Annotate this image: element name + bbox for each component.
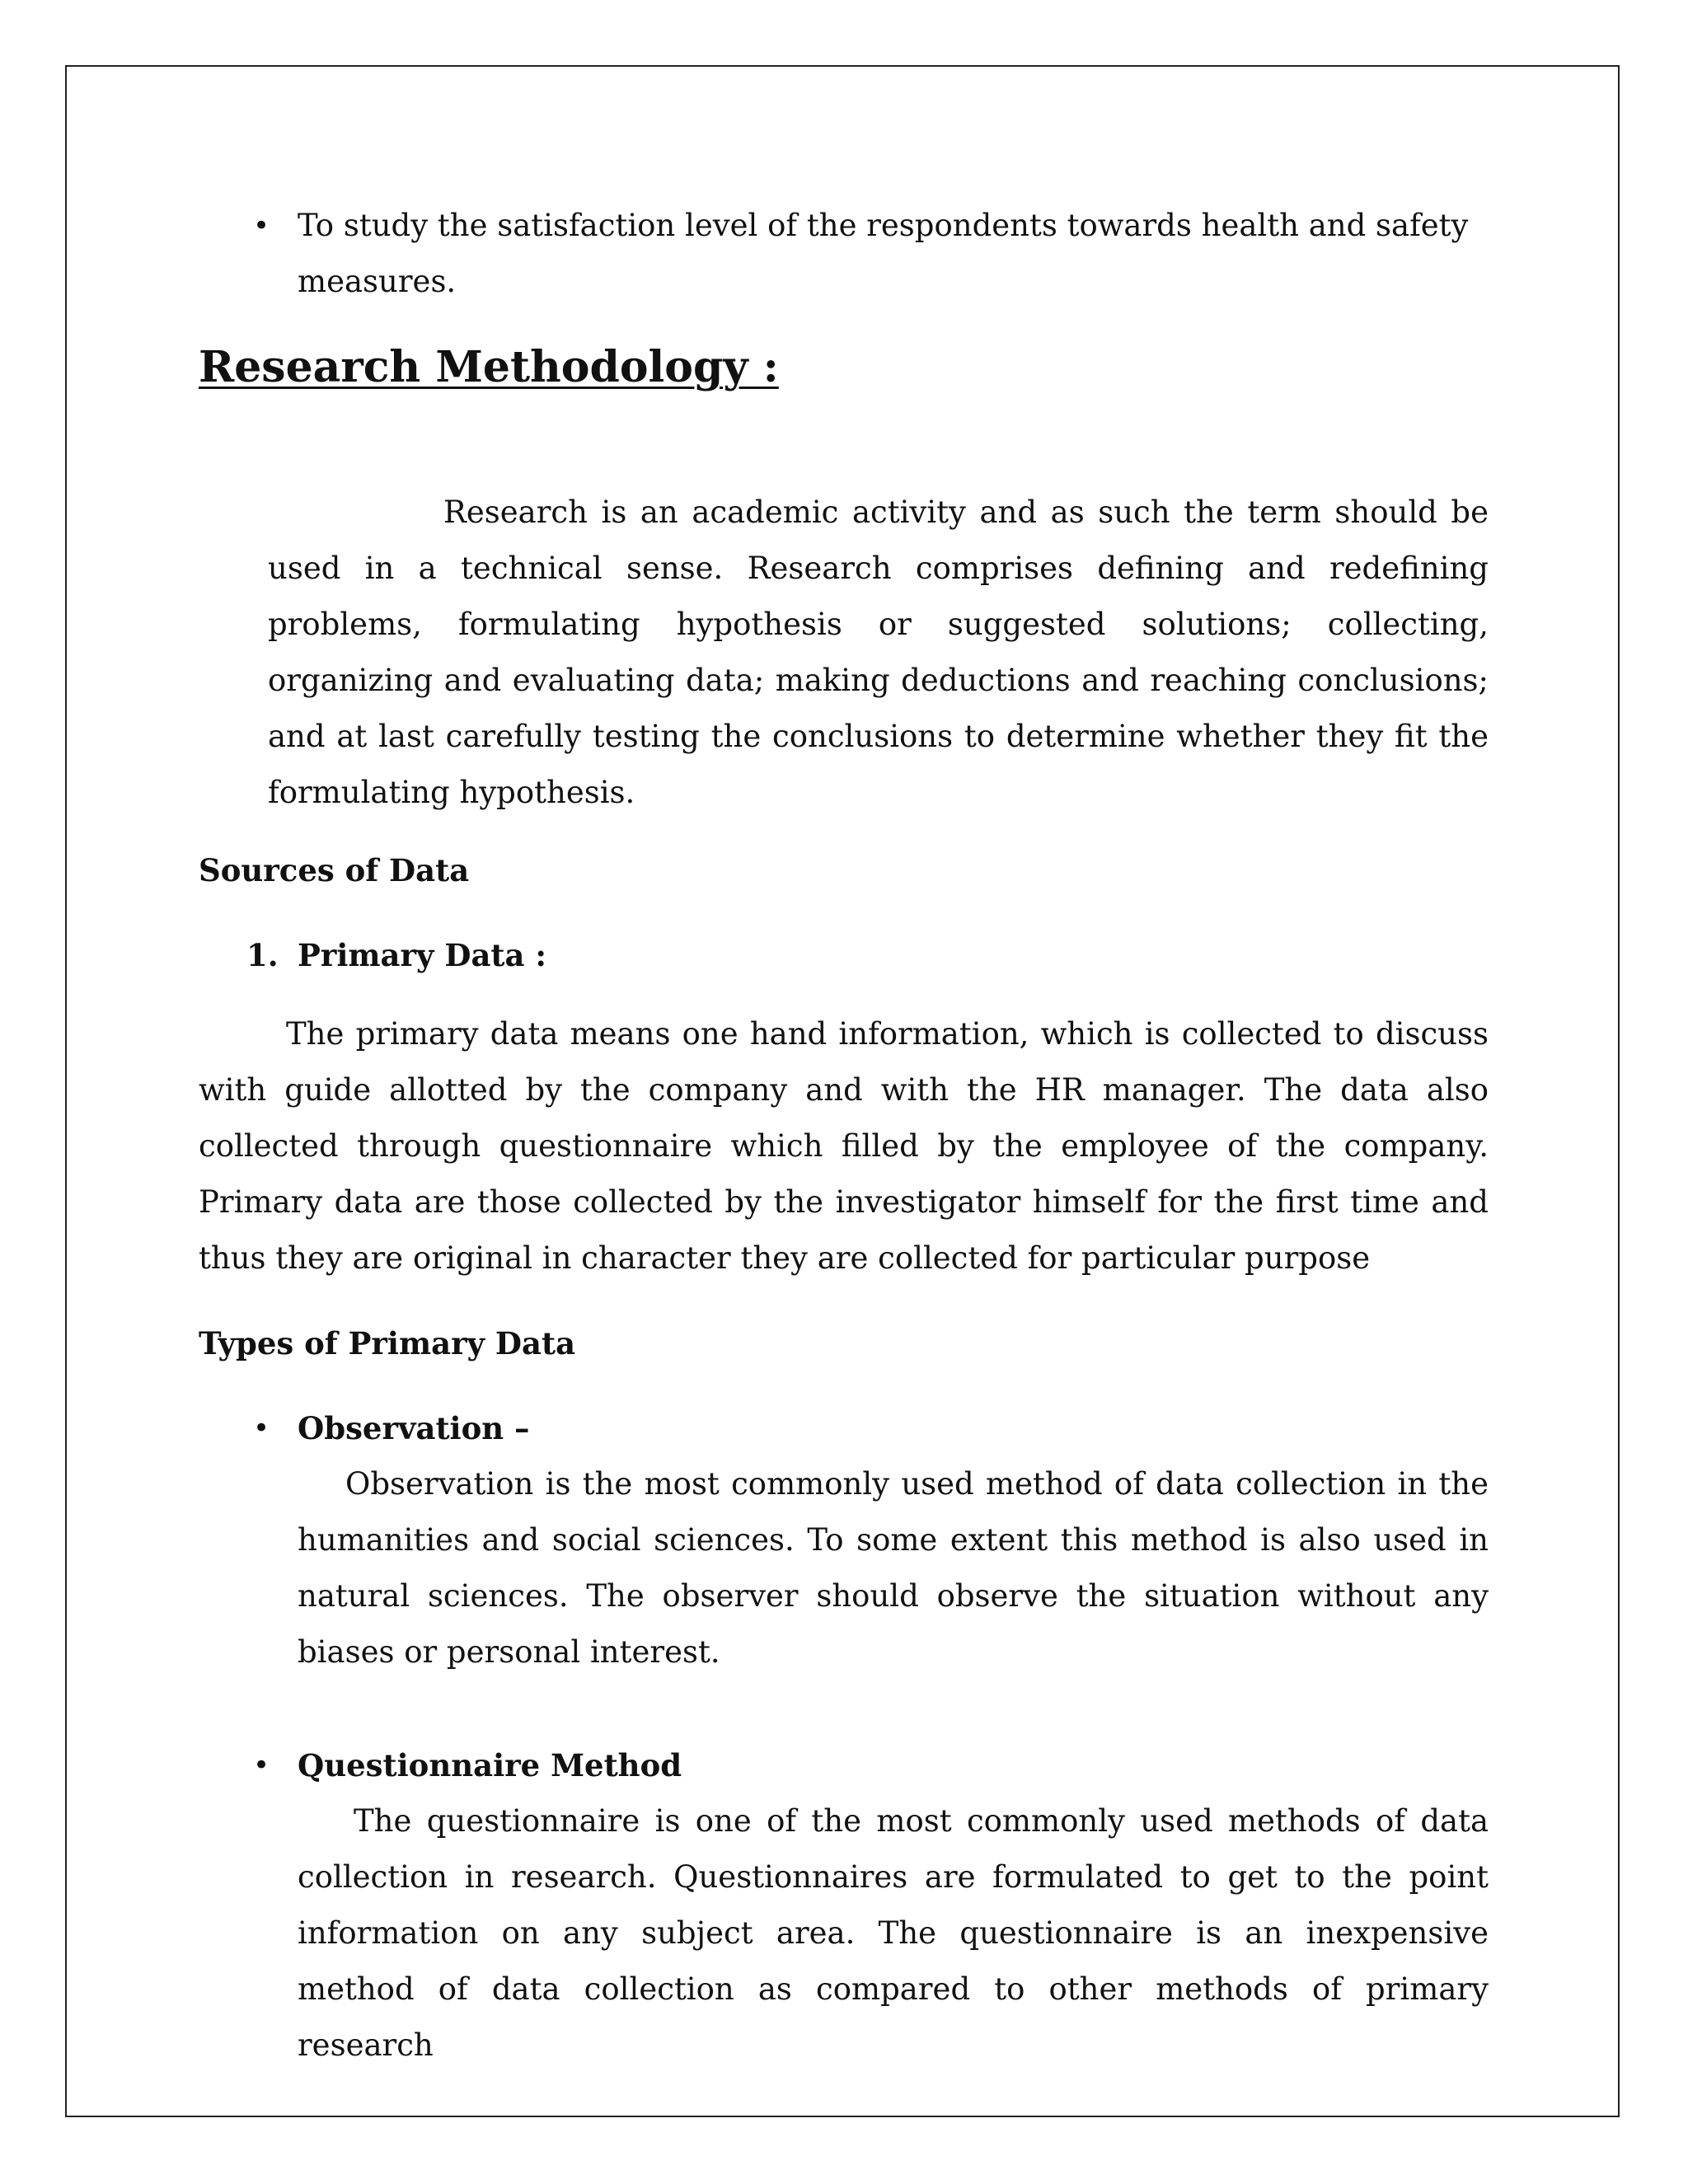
bullet-icon: • bbox=[252, 1412, 270, 1445]
primary-data-title: Primary Data : bbox=[298, 937, 547, 973]
types-of-primary-data-heading: Types of Primary Data bbox=[199, 1325, 576, 1361]
objective-bullet-item bbox=[199, 198, 1489, 310]
bullet-icon: • bbox=[252, 1749, 270, 1782]
primary-data-list-item bbox=[199, 927, 1489, 984]
primary-data-paragraph: The primary data means one hand information, which is collected to discuss with guide allotted by the company and with the HR manager. The data also collected through questionnaire which filled by the employee of the company. Primary data are those collected by the investigator himself for the first time and thus they are original in character they are collected for particular purpose bbox=[199, 1016, 1489, 1276]
sources-of-data-heading: Sources of Data bbox=[199, 852, 470, 888]
observation-title: Observation – bbox=[298, 1410, 530, 1446]
objective-text: To study the satisfaction level of the respondents towards health and safety measures. bbox=[298, 208, 1469, 299]
observation-bullet-item bbox=[199, 1400, 1489, 1680]
research-methodology-paragraph: Research is an academic activity and as such the term should be used in a technical sense. Research comprises defining and redefining problems, formulating hypothesis or suggested solutions; collecting, organizing and evaluating data; making deductions and reaching conclusions; and at last carefully testing the conclusions to determine whether they fit the formulating hypothesis. bbox=[268, 494, 1489, 810]
questionnaire-bullet-item bbox=[199, 1737, 1489, 2074]
document-body bbox=[199, 198, 1489, 2074]
questionnaire-title: Questionnaire Method bbox=[298, 1747, 682, 1783]
observation-text: Observation is the most commonly used method of data collection in the humanities and social sciences. To some extent this method is also used in natural sciences. The observer should observe the situation without any biases or personal interest. bbox=[298, 1466, 1489, 1670]
questionnaire-text: The questionnaire is one of the most commonly used methods of data collection in research. Questionnaires are formulated to get to the point information on any subject area. The questionnaire is an inexpensive method of data collection as compared to other methods of primary research bbox=[298, 1803, 1489, 2063]
research-methodology-heading: Research Methodology : bbox=[199, 342, 779, 392]
bullet-icon: • bbox=[252, 209, 270, 242]
list-number: 1. bbox=[246, 937, 279, 973]
